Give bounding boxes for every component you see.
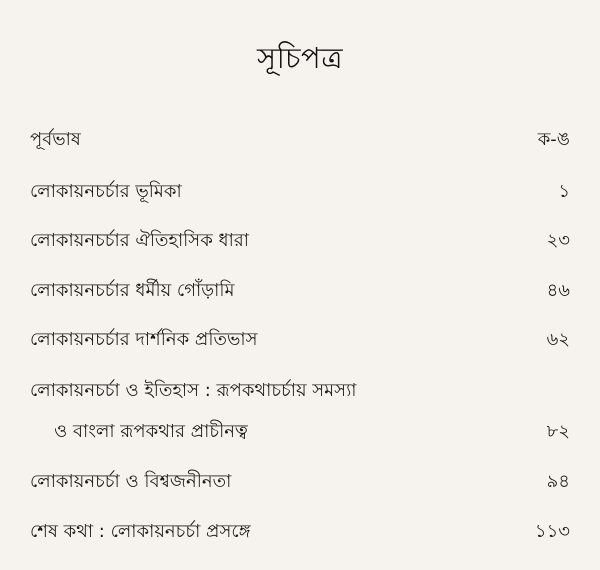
- toc-entry-label: লোকায়নচর্চার দার্শনিক প্রতিভাস: [30, 329, 258, 350]
- page-title: সূচিপত্র: [256, 41, 344, 75]
- toc-page-number: ক-ঙ: [537, 129, 570, 150]
- toc-page-number: ৬২: [546, 329, 570, 350]
- toc-entry-label: লোকায়নচর্চার ধর্মীয় গোঁড়ামি: [30, 280, 235, 301]
- toc-page-number: ১১৩: [534, 521, 570, 542]
- toc-page-number: ১: [558, 181, 570, 202]
- toc-entry-label: শেষ কথা : লোকায়নচর্চা প্রসঙ্গে: [30, 521, 251, 542]
- toc-entry-label-continuation: ও বাংলা রূপকথার প্রাচীনত্ব: [54, 421, 248, 442]
- toc-entry-label: লোকায়নচর্চার ঐতিহাসিক ধারা: [30, 230, 249, 251]
- toc-page-number: ২৩: [546, 230, 570, 251]
- toc-entry-label: লোকায়নচর্চা ও ইতিহাস : রূপকথাচর্চায় সমস্যা: [30, 380, 357, 401]
- toc-entry-label: লোকায়নচর্চা ও বিশ্বজনীনতা: [30, 471, 232, 492]
- toc-page-number: ৯৪: [546, 471, 570, 492]
- toc-entry-label: লোকায়নচর্চার ভূমিকা: [30, 181, 182, 202]
- toc-entry-label: পূর্বভাষ: [30, 129, 81, 150]
- toc-page-number: ৮২: [546, 421, 570, 442]
- toc-page-number: ৪৬: [546, 280, 570, 301]
